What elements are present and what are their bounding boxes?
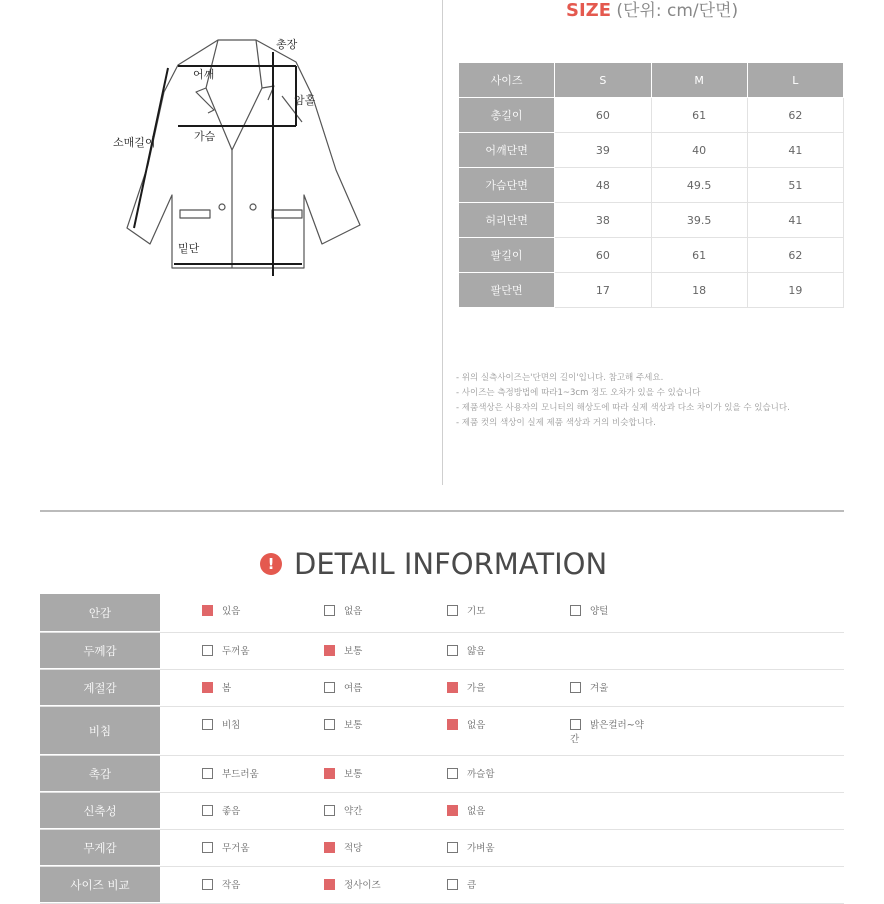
detail-row-label: 계절감 (40, 670, 160, 706)
section-divider (40, 510, 844, 512)
detail-option-label: 겨울 (590, 683, 609, 694)
size-table-row (459, 238, 844, 273)
size-table-header (459, 63, 844, 98)
detail-option-label: 부드러움 (222, 769, 259, 780)
detail-option-label: 정사이즈 (344, 880, 381, 891)
detail-option-label: 얇음 (467, 646, 486, 657)
size-cell: 19 (747, 273, 843, 308)
unchecked-checkbox[interactable] (202, 719, 213, 730)
unchecked-checkbox[interactable] (570, 605, 581, 616)
unchecked-checkbox[interactable] (202, 842, 213, 853)
size-cell: 62 (747, 98, 843, 133)
checked-checkbox[interactable] (324, 842, 335, 853)
detail-option-label: 작음 (222, 880, 241, 891)
checked-checkbox[interactable] (202, 605, 213, 616)
jacket-outline (127, 40, 360, 268)
detail-row (40, 867, 844, 904)
detail-option-label: 보통 (344, 646, 363, 657)
jacket-measurement-diagram (0, 0, 442, 300)
diagram-label-sleeve-length: 소매길이 (113, 136, 156, 149)
size-cell: 39 (555, 133, 651, 168)
unchecked-checkbox[interactable] (202, 879, 213, 890)
checked-checkbox[interactable] (324, 645, 335, 656)
detail-row-label: 비침 (40, 707, 160, 755)
size-table-row (459, 98, 844, 133)
alert-icon: ! (260, 553, 282, 575)
unchecked-checkbox[interactable] (202, 768, 213, 779)
diagram-label-armhole: 암홀 (294, 94, 316, 107)
detail-header (260, 542, 607, 586)
detail-row-label: 촉감 (40, 756, 160, 792)
size-row-label: 총길이 (459, 98, 555, 133)
detail-option-label: 보통 (344, 720, 363, 731)
detail-option-label: 가을 (467, 683, 486, 694)
unchecked-checkbox[interactable] (324, 605, 335, 616)
size-cell: 60 (555, 238, 651, 273)
unchecked-checkbox[interactable] (202, 645, 213, 656)
detail-option-label: 없음 (467, 720, 486, 731)
checked-checkbox[interactable] (324, 768, 335, 779)
size-table-row (459, 203, 844, 238)
size-notes (456, 371, 841, 431)
detail-option-label: 가벼움 (467, 843, 495, 854)
detail-option-label: 없음 (344, 606, 363, 617)
detail-row (40, 756, 844, 793)
size-row-label: 팔단면 (459, 273, 555, 308)
unchecked-checkbox[interactable] (570, 719, 581, 730)
note-line: - 제품 컷의 색상이 실제 제품 색상과 거의 비슷합니다. (456, 418, 656, 428)
detail-row (40, 830, 844, 867)
size-cell: 40 (651, 133, 747, 168)
size-cell: 48 (555, 168, 651, 203)
detail-option-label: 좋음 (222, 806, 241, 817)
size-cell: 49.5 (651, 168, 747, 203)
detail-row (40, 633, 844, 670)
vertical-divider (442, 0, 443, 485)
detail-option-label-wrap: 간 (570, 734, 580, 745)
detail-option-label: 양털 (590, 606, 609, 617)
detail-row-label: 안감 (40, 594, 160, 632)
size-cell: 62 (747, 238, 843, 273)
detail-option-label: 비침 (222, 720, 241, 731)
note-line: - 사이즈는 측정방법에 따라1~3cm 정도 오차가 있을 수 있습니다 (456, 388, 701, 398)
size-col-header: S (555, 63, 651, 98)
detail-option-label: 기모 (467, 606, 486, 617)
size-col-header: L (747, 63, 843, 98)
size-table-row (459, 168, 844, 203)
detail-row (40, 707, 844, 756)
size-row-label: 팔길이 (459, 238, 555, 273)
detail-option-label: 보통 (344, 769, 363, 780)
size-cell: 18 (651, 273, 747, 308)
note-line: - 위의 실측사이즈는'단면의 길이'입니다. 참고해 주세요. (456, 373, 664, 383)
detail-option-label: 있음 (222, 606, 241, 617)
detail-option-label: 약간 (344, 806, 363, 817)
size-row-label: 허리단면 (459, 203, 555, 238)
detail-row-label: 무게감 (40, 830, 160, 866)
unchecked-checkbox[interactable] (447, 879, 458, 890)
detail-option-label: 까슬함 (467, 769, 495, 780)
detail-option-label: 봄 (222, 683, 232, 694)
detail-title: DETAIL INFORMATION (294, 547, 608, 581)
detail-option-label: 두꺼움 (222, 646, 250, 657)
unchecked-checkbox[interactable] (570, 682, 581, 693)
size-cell: 60 (555, 98, 651, 133)
unchecked-checkbox[interactable] (447, 645, 458, 656)
diagram-label-chest: 가슴 (194, 130, 216, 143)
size-cell: 41 (747, 133, 843, 168)
unchecked-checkbox[interactable] (447, 842, 458, 853)
size-table (458, 62, 844, 308)
size-cell: 41 (747, 203, 843, 238)
unchecked-checkbox[interactable] (324, 719, 335, 730)
detail-option-label: 큼 (467, 880, 477, 891)
detail-option-label: 적당 (344, 843, 363, 854)
unchecked-checkbox[interactable] (447, 768, 458, 779)
size-row-label: 어깨단면 (459, 133, 555, 168)
unchecked-checkbox[interactable] (447, 605, 458, 616)
size-cell: 38 (555, 203, 651, 238)
detail-row-label: 신축성 (40, 793, 160, 829)
size-cell: 17 (555, 273, 651, 308)
diagram-label-shoulder: 어깨 (193, 68, 215, 81)
detail-option-label: 무거움 (222, 843, 250, 854)
detail-option-label: 여름 (344, 683, 363, 694)
size-cell: 39.5 (651, 203, 747, 238)
detail-row (40, 670, 844, 707)
detail-row (40, 594, 844, 633)
size-row-label: 가슴단면 (459, 168, 555, 203)
unchecked-checkbox[interactable] (324, 682, 335, 693)
size-title: SIZE (566, 0, 612, 21)
checked-checkbox[interactable] (324, 879, 335, 890)
unchecked-checkbox[interactable] (324, 805, 335, 816)
checked-checkbox[interactable] (202, 682, 213, 693)
size-header (566, 0, 738, 21)
checked-checkbox[interactable] (447, 682, 458, 693)
detail-option-label: 밝은컬러~약 (590, 720, 644, 731)
detail-row (40, 793, 844, 830)
size-cell: 51 (747, 168, 843, 203)
diagram-label-total-length: 총장 (276, 38, 298, 51)
unchecked-checkbox[interactable] (202, 805, 213, 816)
size-cell: 61 (651, 238, 747, 273)
checked-checkbox[interactable] (447, 805, 458, 816)
size-table-row (459, 273, 844, 308)
detail-option-label: 없음 (467, 806, 486, 817)
size-table-row (459, 133, 844, 168)
diagram-label-hem: 밑단 (178, 242, 200, 255)
size-col-header: M (651, 63, 747, 98)
size-cell: 61 (651, 98, 747, 133)
detail-table (40, 594, 844, 904)
note-line: - 제품색상은 사용자의 모니터의 해상도에 따라 실제 색상과 다소 차이가 있을 수 있습니다. (456, 403, 790, 413)
size-unit: (단위: cm/단면) (611, 1, 739, 21)
size-col-header: 사이즈 (459, 63, 555, 98)
checked-checkbox[interactable] (447, 719, 458, 730)
detail-row-label: 두께감 (40, 633, 160, 669)
detail-row-label: 사이즈 비교 (40, 867, 160, 903)
